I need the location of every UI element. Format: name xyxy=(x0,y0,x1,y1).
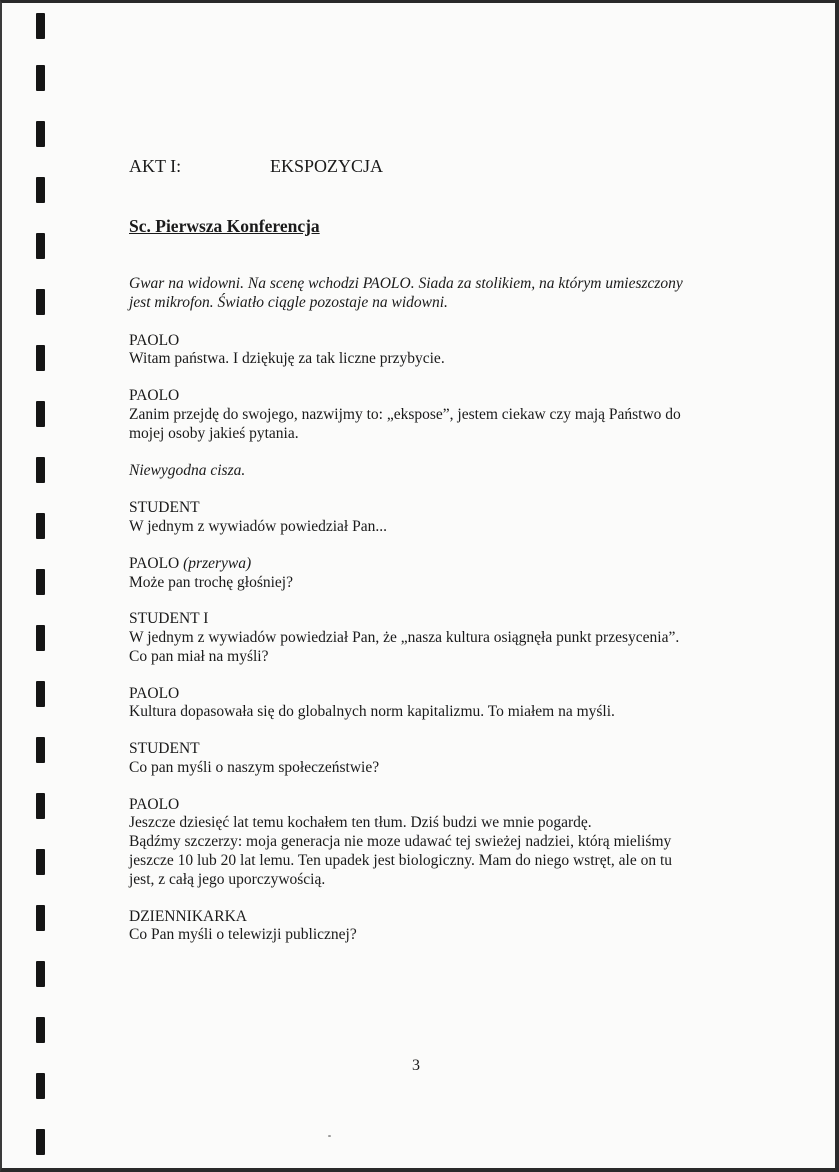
binding-hole xyxy=(36,681,45,707)
dialogue-line: W jednym z wywiadów powiedział Pan... xyxy=(129,518,387,535)
dialogue-line: W jednym z wywiadów powiedział Pan, że „nasza kultura osiągnęła punkt przesycenia”. xyxy=(129,629,680,646)
dialogue-line: Co pan miał na myśli? xyxy=(129,648,269,665)
binding-hole xyxy=(36,177,45,203)
scene-title: Sc. Pierwsza Konferencja xyxy=(129,216,320,236)
page-number: 3 xyxy=(412,1057,420,1074)
stage-direction-line: jest mikrofon. Światło ciągle pozostaje na widowni. xyxy=(129,294,448,311)
speaker-name: STUDENT xyxy=(129,740,200,757)
dialogue-line: Może pan trochę głośniej? xyxy=(129,574,293,591)
dialogue-line: Bądźmy szczerzy: moja generacja nie moze udawać tej swieżej nadziei, którą mieliśmy xyxy=(129,833,672,850)
dialogue-line: Zanim przejdę do swojego, nazwijmy to: „ekspose”, jestem ciekaw czy mają Państwo do xyxy=(129,406,681,423)
binding-hole xyxy=(36,961,45,987)
speaker-name: PAOLO xyxy=(129,387,180,404)
speaker-name: STUDENT I xyxy=(129,610,209,627)
binding-hole xyxy=(36,737,45,763)
act-label: AKT I: xyxy=(129,156,182,176)
speaker-name: PAOLO xyxy=(129,685,180,702)
speaker-note: (przerywa) xyxy=(183,555,252,572)
binding-hole xyxy=(36,513,45,539)
binding-hole xyxy=(36,401,45,427)
binding-hole xyxy=(36,625,45,651)
dialogue-line: Co Pan myśli o telewizji publicznej? xyxy=(129,926,357,943)
dialogue-line: jest, z całą jego uporczywością. xyxy=(129,871,326,888)
dialogue-line: Witam państwa. I dziękuję za tak liczne przybycie. xyxy=(129,350,445,367)
scan-speck xyxy=(328,1135,331,1137)
binding-hole xyxy=(36,121,45,147)
speaker-name: DZIENNIKARKA xyxy=(129,908,247,925)
binding-holes xyxy=(2,3,42,1172)
binding-hole xyxy=(36,1129,45,1155)
speaker-name: PAOLO xyxy=(129,796,180,813)
binding-hole xyxy=(36,13,45,39)
stage-direction-line: Gwar na widowni. Na scenę wchodzi PAOLO. Siada za stolikiem, na którym umieszczony xyxy=(129,275,683,292)
stage-direction: Niewygodna cisza. xyxy=(129,462,246,479)
speaker-line xyxy=(129,554,251,573)
binding-hole xyxy=(36,1073,45,1099)
binding-hole xyxy=(36,457,45,483)
binding-hole xyxy=(36,1017,45,1043)
binding-hole xyxy=(36,345,45,371)
binding-hole xyxy=(36,65,45,91)
binding-hole xyxy=(36,905,45,931)
dialogue-line: mojej osoby jakieś pytania. xyxy=(129,425,299,442)
binding-hole xyxy=(36,849,45,875)
dialogue-line: Kultura dopasowała się do globalnych norm kapitalizmu. To miałem na myśli. xyxy=(129,703,615,720)
binding-hole xyxy=(36,233,45,259)
dialogue-line: Jeszcze dziesięć lat temu kochałem ten tłum. Dziś budzi we mnie pogardę. xyxy=(129,814,592,831)
speaker-name: STUDENT xyxy=(129,499,200,516)
binding-hole xyxy=(36,569,45,595)
speaker-name: PAOLO xyxy=(129,555,180,572)
dialogue-line: Co pan myśli o naszym społeczeństwie? xyxy=(129,759,380,776)
dialogue-line: jeszcze 10 lub 20 lat lemu. Ten upadek jest biologiczny. Mam do niego wstręt, ale on tu xyxy=(129,852,672,869)
speaker-name: PAOLO xyxy=(129,332,180,349)
binding-hole xyxy=(36,289,45,315)
binding-hole xyxy=(36,793,45,819)
act-title: EKSPOZYCJA xyxy=(270,156,384,176)
